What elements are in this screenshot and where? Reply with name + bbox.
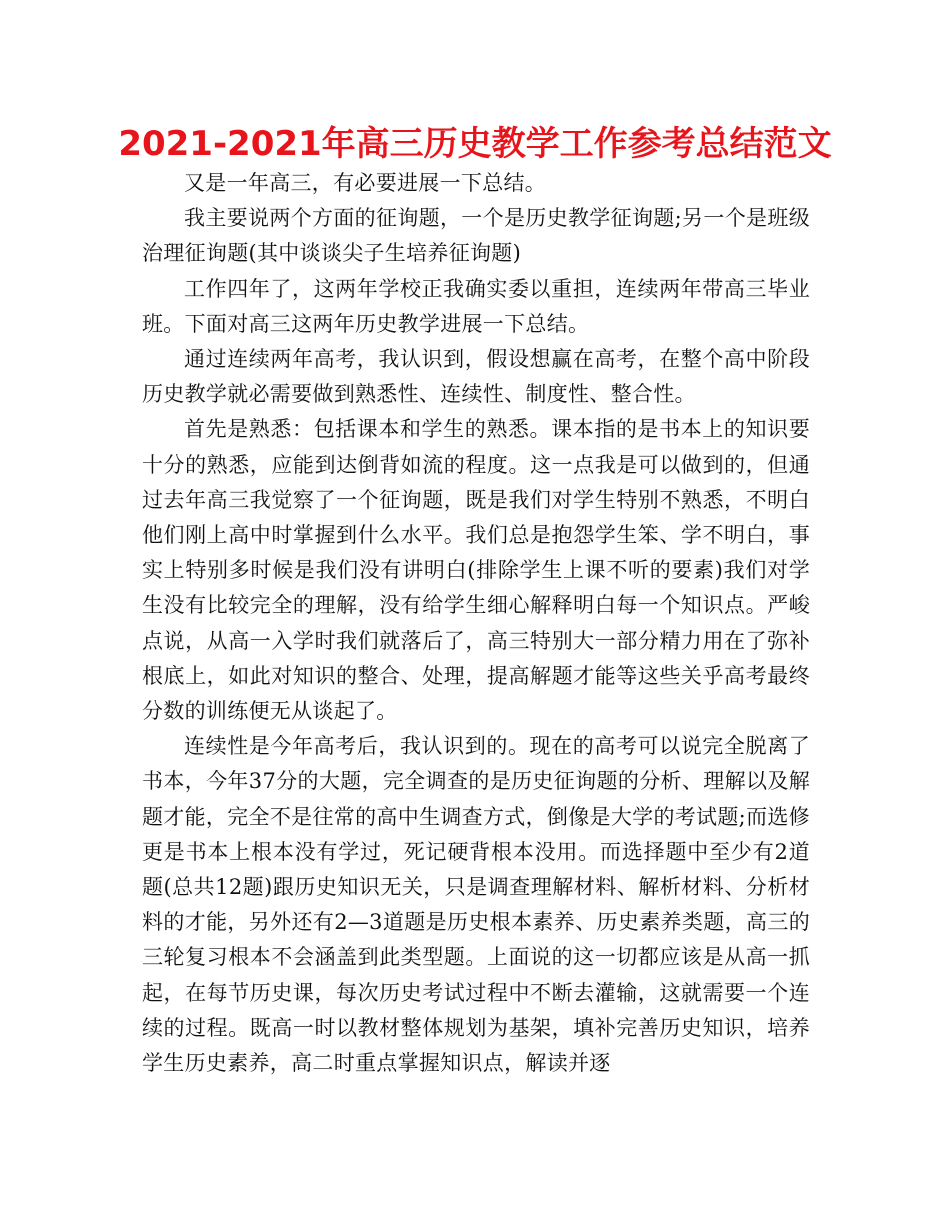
paragraph: 我主要说两个方面的征询题，一个是历史教学征询题;另一个是班级治理征询题(其中谈谈尖子生培养征询题) bbox=[142, 206, 810, 266]
paragraph: 连续性是今年高考后，我认识到的。现在的高考可以说完全脱离了书本，今年37分的大题，完全调查的是历史征询题的分析、理解以及解题才能，完全不是往常的高中生调查方式，倒像是大学的考试题;而选修更是书本上根本没有学过，死记硬背根本没用。而选择题中至少有2道题(总共12题)跟历史知识无关，只是调查理解材料、解析材料、分析材料的才能，另外还有2—3道题是历史根本素养、历史素养类题，高三的三轮复习根本不会涵盖到此类型题。上面说的这一切都应该是从高一抓起，在每节历史课，每次历史考试过程中不断去灌输，这就需要一个连续的过程。既高一时以教材整体规划为基架，填补完善历史知识，培养学生历史素养，高二时重点掌握知识点，解读并逐 bbox=[142, 734, 810, 1076]
paragraph: 首先是熟悉：包括课本和学生的熟悉。课本指的是书本上的知识要十分的熟悉，应能到达倒背如流的程度。这一点我是可以做到的，但通过去年高三我觉察了一个征询题，既是我们对学生特别不熟悉，不明白他们刚上高中时掌握到什么水平。我们总是抱怨学生笨、学不明白，事实上特别多时候是我们没有讲明白(排除学生上课不听的要素)我们对学生没有比较完全的理解，没有给学生细心解释明白每一个知识点。严峻点说，从高一入学时我们就落后了，高三特别大一部分精力用在了弥补根底上，如此对知识的整合、处理，提高解题才能等这些关乎高考最终分数的训练便无从谈起了。 bbox=[142, 417, 810, 724]
paragraph: 通过连续两年高考，我认识到，假设想赢在高考，在整个高中阶段历史教学就必需要做到熟悉性、连续性、制度性、整合性。 bbox=[142, 347, 810, 407]
document-title: 2021-2021年高三历史教学工作参考总结范文 bbox=[118, 124, 832, 164]
document-body bbox=[142, 166, 810, 1081]
paragraph: 又是一年高三，有必要进展一下总结。 bbox=[184, 171, 547, 195]
paragraph: 工作四年了，这两年学校正我确实委以重担，连续两年带高三毕业班。下面对高三这两年历史教学进展一下总结。 bbox=[142, 276, 810, 336]
